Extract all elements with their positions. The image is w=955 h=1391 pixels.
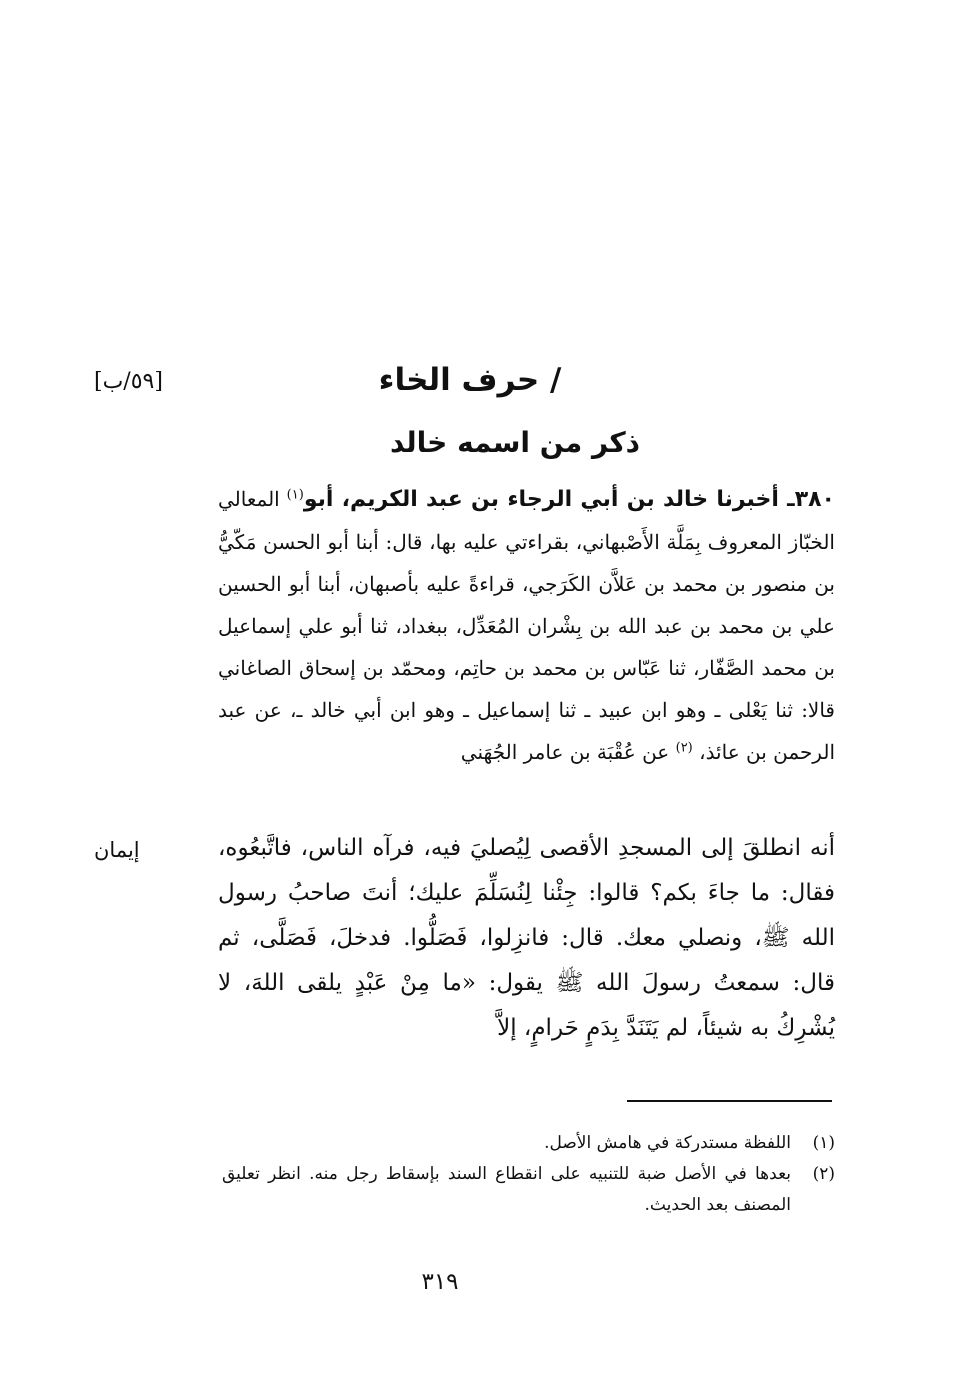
hadith-isnad xyxy=(218,478,835,773)
chapter-title: / حرف الخاء xyxy=(378,362,562,398)
hadith-matn: أنه انطلقَ إلى المسجدِ الأقصى لِيُصليَ فيه، فرآه الناس، فاتَّبعُوه، فقال: ما جاءَ بكم؟ قالوا: جِئْنا لِنُسَلِّمَ عليك؛ أنتَ صاحبُ رسول الله ﷺ، ونصلي معك. قال: فانزِلوا، فَصَلُّوا. فدخلَ، فَصَلَّى، ثم قال: سمعتُ رسولَ الله ﷺ يقول: «ما مِنْ عَبْدٍ يلقى اللهَ، لا يُشْرِكُ به شيئاً، لم يَتَنَدَّ بِدَمٍ حَرامٍ، إلاَّ xyxy=(218,835,835,1041)
page-number: ٣١٩ xyxy=(421,1269,459,1295)
footnote-text: بعدها في الأصل ضبة للتنبيه على انقطاع السند بإسقاط رجل منه. انظر تعليق المصنف بعد الحديث. xyxy=(222,1164,791,1215)
footnote-divider xyxy=(627,1100,832,1102)
footnotes xyxy=(222,1128,835,1221)
section-heading: ذكر من اسمه خالد xyxy=(389,426,641,459)
folio-marker: [٥٩/ب] xyxy=(94,369,163,394)
footnote-number: (٢) xyxy=(812,1164,835,1184)
margin-subject-tag: إيمان xyxy=(94,838,140,862)
footnote-number: (١) xyxy=(812,1133,835,1153)
footnote-ref-2[interactable]: (٢) xyxy=(675,740,693,756)
footnote-text: اللفظة مستدركة في هامش الأصل. xyxy=(544,1133,791,1153)
isnad-text-b: عن عُقْبَة بن عامر الجُهَني xyxy=(460,740,676,764)
footnote-ref-1[interactable]: (١) xyxy=(286,487,304,503)
footnote-1 xyxy=(222,1128,835,1159)
hadith-number-lead: ٣٨٠ـ أخبرنا خالد بن أبي الرجاء بن عبد الكريم، أبو xyxy=(303,487,835,512)
footnote-2 xyxy=(222,1159,835,1221)
isnad-text-a: المعالي الخبّاز المعروف بِمَلَّة الأَصْبهاني، بقراءتي عليه بها، قال: أبنا أبو الحسن مَكّيُّ بن منصور بن محمد بن عَلاَّن الكَرَجي، قراءةً عليه بأصبهان، أبنا أبو الحسين علي بن محمد بن عبد الله بن بِشْران المُعَدِّل، ببغداد، ثنا أبو علي إسماعيل بن محمد الصَّفّار، ثنا عَبّاس بن محمد بن حاتِم، ومحمّد بن إسحاق الصاغاني قالا: ثنا يَعْلى ـ وهو ابن عبيد ـ ثنا إسماعيل ـ وهو ابن أبي خالد ـ، عن عبد الرحمن بن عائذ، xyxy=(218,487,835,764)
